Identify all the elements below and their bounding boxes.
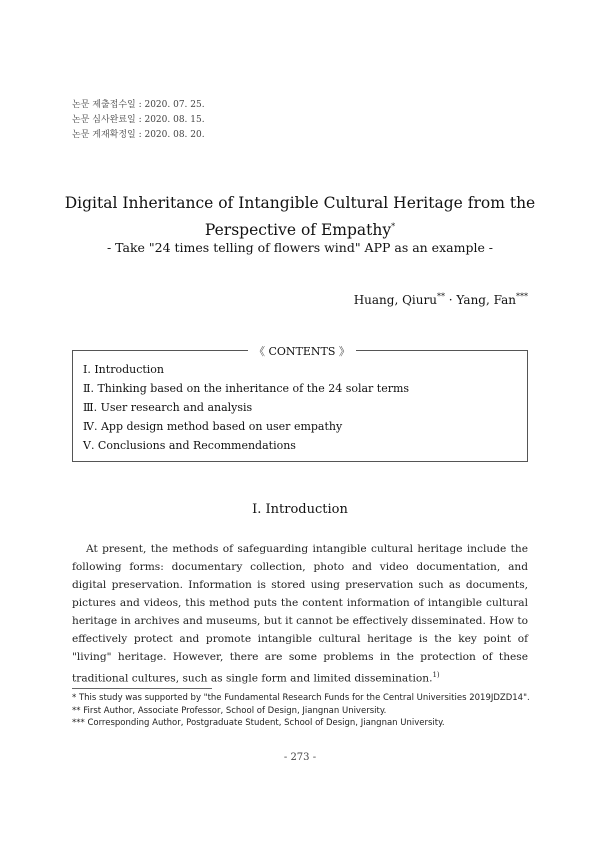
date-reviewed: 논문 심사완료일 : 2020. 08. 15. [72,115,205,125]
footnote-divider [72,688,212,689]
contents-heading: 《 CONTENTS 》 [248,343,356,359]
author-1: Huang, Qiuru [353,293,437,307]
author-1-mark: ** [436,292,445,301]
paper-subtitle: - Take "24 times telling of flowers wind" APP as an example - [106,240,494,255]
paper-title [0,192,600,242]
contents-item: Ⅳ. App design method based on user empathy [83,420,343,433]
author-2-mark: *** [516,292,528,301]
section-heading: Ⅰ. Introduction [252,502,348,517]
paragraph [72,540,528,688]
date-submitted: 논문 제출접수일 : 2020. 07. 25. [72,100,205,110]
author-separator: · [444,293,457,307]
contents-item: Ⅱ. Thinking based on the inheritance of the 24 solar terms [83,382,410,395]
author-line [354,292,528,307]
submission-dates [72,98,205,143]
contents-item: Ⅰ. Introduction [83,363,165,376]
title-line-1: Digital Inheritance of Intangible Cultural Heritage from the [64,194,536,212]
date-confirmed: 논문 게재확정일 : 2020. 08. 20. [72,130,205,140]
title-line-2-text: Perspective of Empathy [204,221,392,240]
footnote-corresponding-author: *** Corresponding Author, Postgraduate Student, School of Design, Jiangnan University. [72,718,445,728]
contents-item: Ⅴ. Conclusions and Recommendations [83,439,296,452]
paragraph-text: At present, the methods of safeguarding intangible cultural heritage include the following forms: documentary collection, photo and video documentation, and digital preservation. Information is stored using preservation such as documents, pictures and videos, this method puts the content information of intangible cultural heritage in archives and museums, but it cannot be effectively disseminated. How to effectively protect and promote intangible cultural heritage is the key point of "living" heritage. However, there are some problems in the protection of these traditional cultures, such as single form and limited dissemination. [72,543,528,685]
footnotes [72,692,530,730]
contents-item: Ⅲ. User research and analysis [83,401,253,414]
footnote-funding: * This study was supported by "the Fundamental Research Funds for the Central Universities 2019JDZD14". [72,693,530,703]
footnote-reference: 1) [432,671,440,679]
title-line-2 [0,215,600,242]
body-text [72,540,528,688]
title-footnote-mark: * [391,222,396,231]
contents-list [83,360,409,455]
page-number: - 273 - [283,752,317,763]
footnote-first-author: ** First Author, Associate Professor, School of Design, Jiangnan University. [72,705,387,716]
author-2: Yang, Fan [456,293,516,307]
